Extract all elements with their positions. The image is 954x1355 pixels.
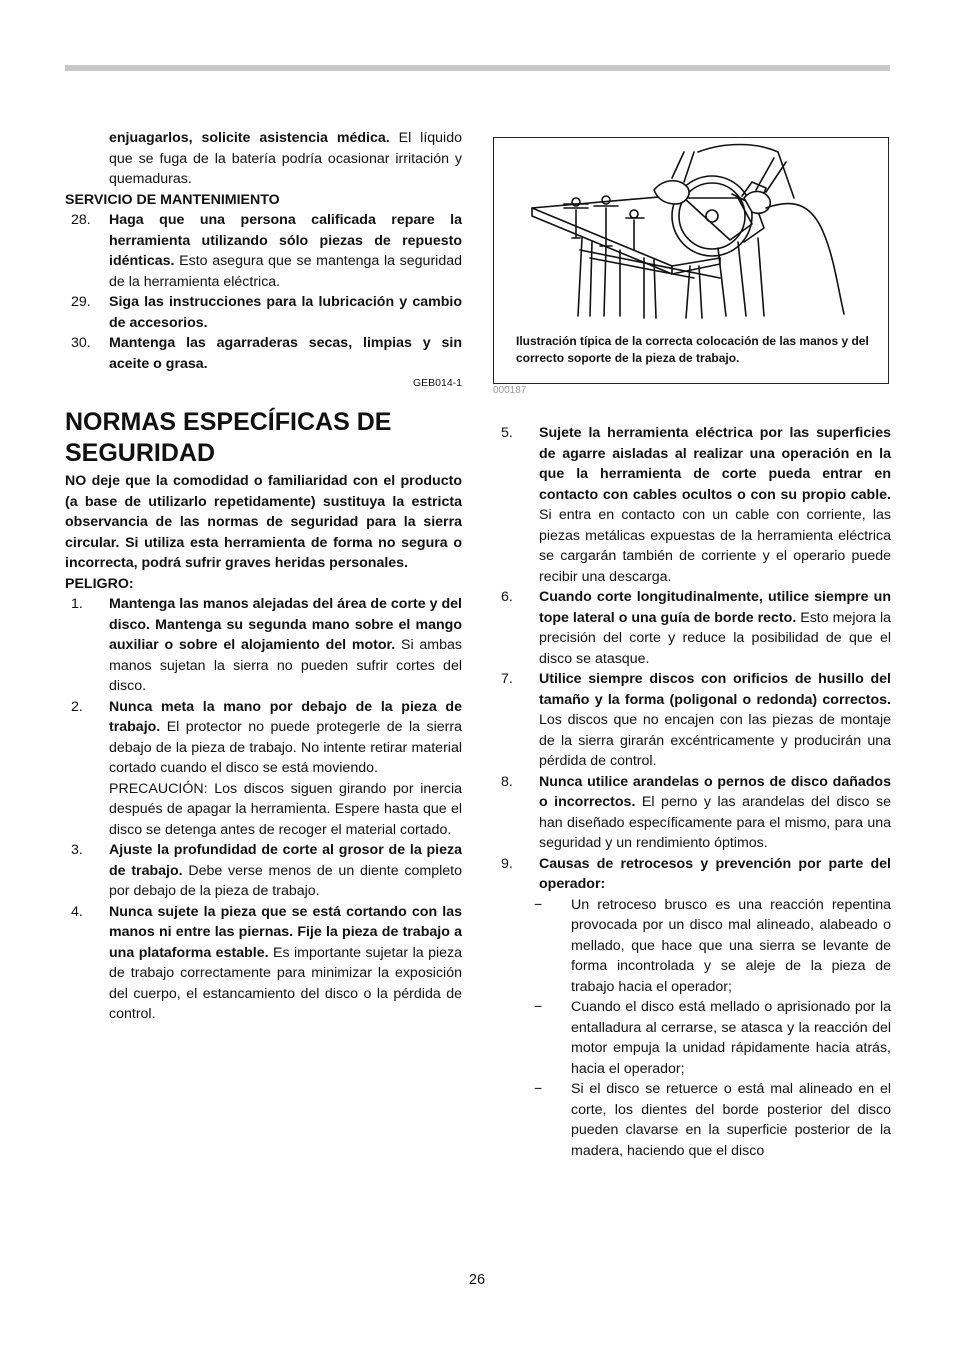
list-item-4: 4. Nunca sujete la pieza que se está cortando con las manos ni entre las piernas. Fije la pieza de trabajo a una plataforma estable. Es importante sujetar la pieza de trabajo correctamente para minimizar la exposición del cuerpo, el estancamiento del disco o la pérdida de control. — [71, 903, 462, 1022]
service-heading: SERVICIO DE MANTENIMIENTO — [65, 191, 280, 208]
list-item-8: 8. Nunca utilice arandelas o pernos de disco dañados o incorrectos. El perno y las arandelas del disco se han diseñado específicamente para el mismo, para una seguridad y un rendimiento óptimos. — [501, 773, 892, 851]
saw-illustration — [494, 138, 888, 328]
sub-item: − Cuando el disco está mellado o aprisionado por la entalladura al cerrarse, se atasca y la reacción del motor empuja la unidad rápidamente hacia atrás, hacia el operador; — [534, 999, 891, 1077]
sub-item: − Si el disco se retuerce o está mal alineado en el corte, los dientes del borde posterior del disco pueden clavarse en la superficie posterior de la madera, haciendo que el disco — [534, 1081, 891, 1159]
doc-code: GEB014-1 — [412, 377, 462, 389]
section-title: NORMAS ESPECÍFICAS DE SEGURIDAD — [65, 408, 392, 467]
right-column — [495, 423, 891, 1161]
subitems — [495, 895, 891, 1162]
header-rule — [65, 65, 890, 71]
figure-caption: Ilustración típica de la correcta colocación de las manos y del correcto soporte de la pieza de trabajo. — [516, 334, 869, 365]
caution-paragraph: PRECAUCIÓN: Los discos siguen girando por inercia después de apagar la herramienta. Espere hasta que el disco se detenga antes de recoger el material cortado. — [109, 780, 462, 838]
left-column — [65, 128, 462, 1025]
list-item-2: 2. Nunca meta la mano por debajo de la pieza de trabajo. El protector no puede protegerle de la sierra debajo de la pieza de trabajo. No intente retirar material cortado cuando el disco se está moviendo. — [71, 698, 462, 776]
list-item-9: 9. Causas de retrocesos y prevención por parte del operador: — [501, 855, 891, 892]
page-number: 26 — [468, 1272, 486, 1288]
list-item-6: 6. Cuando corte longitudinalmente, utilice siempre un tope lateral o una guía de borde recto. Esto mejora la precisión del corte y reduce la posibilidad de que el disco se atasque. — [501, 589, 892, 667]
list-item-3: 3. Ajuste la profundidad de corte al grosor de la pieza de trabajo. Debe verse menos de un diente completo por debajo de la pieza de trabajo. — [71, 842, 462, 899]
intro-bold: enjuagarlos, solicite asistencia médica. — [109, 130, 390, 146]
list-item-7: 7. Utilice siempre discos con orificios de husillo del tamaño y la forma (poligonal o redonda) correctos. Los discos que no encajen con las piezas de montaje de la sierra girarán excéntricamente y producirán una pérdida de control. — [501, 671, 891, 769]
figure-box — [493, 137, 889, 384]
intro-paragraph — [65, 128, 462, 190]
figure-code: 000187 — [493, 385, 527, 396]
list-item-30: 30. Mantenga las agarraderas secas, limpias y sin aceite o grasa. — [71, 335, 462, 372]
sub-item: − Un retroceso brusco es una reacción repentina provocada por un disco mal alineado, alabeado o mellado, que hace que una sierra se levante de forma incontrolada y se aleje de la pieza de trabajo hacia el operador; — [534, 896, 891, 995]
list-item-28: 28. Haga que una persona calificada repare la herramienta utilizando sólo piezas de repuesto idénticas. Esto asegura que se mantenga la seguridad de la herramienta eléctrica. — [71, 212, 462, 290]
list-item-29: 29. Siga las instrucciones para la lubricación y cambio de accesorios. — [71, 294, 462, 331]
list-item-1: 1. Mantenga las manos alejadas del área de corte y del disco. Mantenga su segunda mano sobre el mango auxiliar o sobre el alojamiento del motor. Si ambas manos sujetan la sierra no pueden sufrir cortes del disco. — [71, 596, 462, 694]
section-intro: NO deje que la comodidad o familiaridad con el producto (a base de utilizarlo repetidamente) sustituya la estricta observancia de las normas de seguridad para la sierra circular. Si utiliza esta herramienta de forma no segura o incorrecta, podrá sufrir graves heridas personales. — [65, 473, 462, 571]
intro-text: El líquido que se fuga de la batería podría ocasionar irritación y quemaduras. — [109, 130, 462, 187]
danger-label: PELIGRO: — [65, 575, 134, 592]
list-item-5: 5. Sujete la herramienta eléctrica por las superficies de agarre aisladas al realizar una operación en la que la herramienta de corte pueda entrar en contacto con cables ocultos o con su propio cable. Si entra en contacto con un cable con corriente, las piezas metálicas expuestas de la herramienta eléctrica se cargarán también de corriente y el operario puede recibir una descarga. — [501, 425, 891, 585]
